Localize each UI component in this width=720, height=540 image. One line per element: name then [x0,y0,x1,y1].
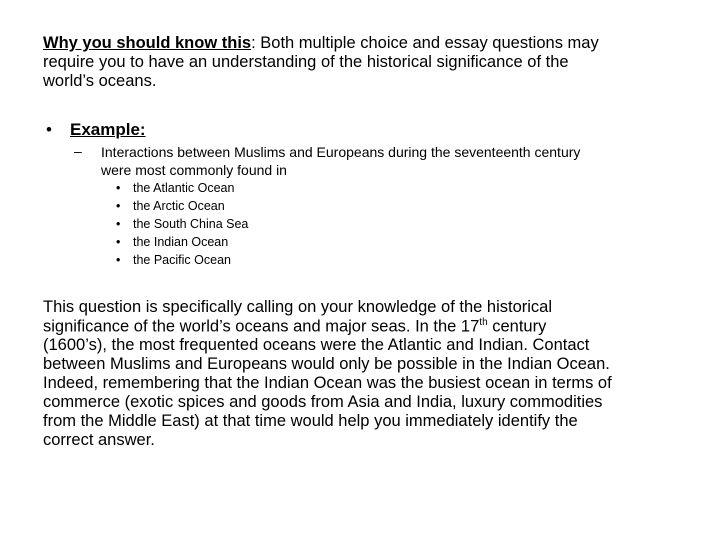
intro-line: world’s oceans. [43,72,157,90]
explanation-line: (1600’s), the most frequented oceans were the Atlantic and Indian. Contact [43,336,590,354]
explanation-line: from the Middle East) at that time would help you immediately identify the [43,412,578,430]
bullet-icon: • [116,235,121,249]
intro-line: require you to have an understanding of the historical significance of the [43,53,569,71]
bullet-icon: • [46,120,52,139]
bullet-icon: • [116,181,121,195]
explanation-line: between Muslims and Europeans would only be possible in the Indian Ocean. [43,355,610,373]
explanation-line: commerce (exotic spices and goods from Asia and India, luxury commodities [43,393,603,411]
bullet-icon: • [116,199,121,213]
example-label: Example: [70,120,146,139]
intro-line: Why you should know this: Both multiple choice and essay questions may [43,34,599,52]
explanation-line: Indeed, remembering that the Indian Ocean was the busiest ocean in terms of [43,374,612,392]
explanation-line: significance of the world’s oceans and major seas. In the 17th century [43,317,547,336]
option-item: the Pacific Ocean [133,253,231,267]
option-item: the South China Sea [133,217,249,231]
dash-icon: – [74,143,82,159]
explanation-line: correct answer. [43,431,155,449]
intro-heading: Why you should know this [43,34,252,52]
bullet-icon: • [116,217,121,231]
question-line: were most commonly found in [101,162,287,178]
question-line: Interactions between Muslims and Europeans during the seventeenth century [101,144,581,160]
option-item: the Atlantic Ocean [133,181,235,195]
bullet-icon: • [116,253,121,267]
option-item: the Arctic Ocean [133,199,225,213]
explanation-line: This question is specifically calling on your knowledge of the historical [43,298,553,316]
option-item: the Indian Ocean [133,235,229,249]
